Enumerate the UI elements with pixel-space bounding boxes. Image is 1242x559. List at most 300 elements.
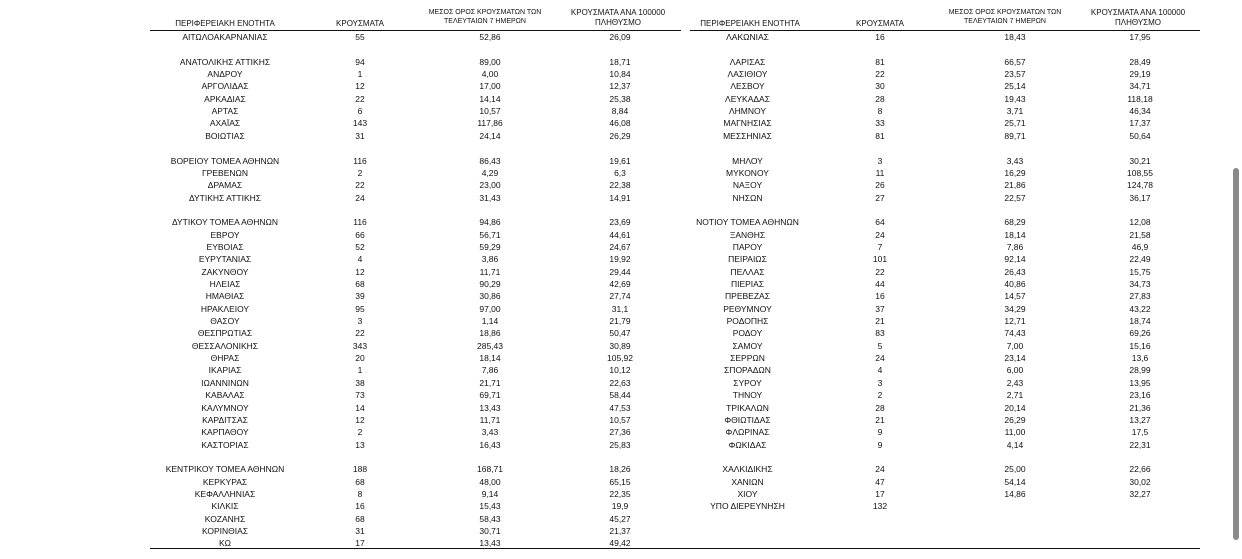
left-cell-per100k: 22,63 [609, 377, 631, 388]
left-cell-per100k: 18,26 [609, 464, 631, 475]
right-cell-region: ΜΑΓΝΗΣΙΑΣ [723, 118, 772, 129]
left-cell-cases: 68 [355, 476, 365, 487]
right-cell-per100k: 46,34 [1129, 106, 1151, 117]
left-cell-cases: 13 [355, 439, 365, 450]
left-cell-cases: 116 [353, 155, 367, 166]
left-cell-avg7: 3,43 [481, 427, 499, 438]
right-cell-region: ΝΟΤΙΟΥ ΤΟΜΕΑ ΑΘΗΝΩΝ [696, 217, 799, 228]
right-cell-avg7: 14,57 [1004, 291, 1026, 302]
right-cell-cases: 16 [875, 32, 885, 42]
left-cell-avg7: 89,00 [479, 56, 501, 67]
right-cell-avg7: 34,29 [1004, 303, 1026, 314]
right-cell-per100k: 13,95 [1129, 377, 1151, 388]
left-cell-region: ΕΥΡΥΤΑΝΙΑΣ [198, 254, 252, 265]
right-cell-region: ΣΠΟΡΑΔΩΝ [724, 365, 771, 376]
left-cell-cases: 68 [355, 513, 365, 524]
right-header-avg-line1: ΜΕΣΟΣ ΟΡΟΣ ΚΡΟΥΣΜΑΤΩΝ ΤΩΝ [948, 9, 1062, 16]
left-cell-per100k: 25,38 [609, 93, 631, 104]
left-cell-per100k: 22,35 [609, 488, 631, 499]
right-cell-per100k: 46,9 [1131, 241, 1149, 252]
right-cell-cases: 101 [872, 254, 888, 265]
right-cell-cases: 30 [875, 81, 885, 92]
left-cell-avg7: 11,71 [479, 266, 501, 277]
left-cell-region: ΚΑΛΥΜΝΟΥ [201, 402, 249, 413]
left-cell-avg7: 48,00 [479, 476, 501, 487]
left-cell-region: ΒΟΙΩΤΙΑΣ [205, 130, 245, 141]
right-cell-avg7: 3,71 [1006, 106, 1024, 117]
left-cell-cases: 1 [357, 365, 363, 376]
left-cell-region: ΚΕΡΚΥΡΑΣ [202, 476, 248, 487]
right-cell-avg7: 4,14 [1006, 439, 1024, 450]
left-cell-per100k: 27,74 [609, 291, 631, 302]
left-cell-region: ΗΛΕΙΑΣ [209, 279, 241, 289]
right-cell-cases: 81 [875, 130, 885, 141]
left-cell-cases: 16 [355, 501, 365, 512]
right-cell-region: ΛΑΡΙΣΑΣ [729, 56, 766, 67]
left-cell-per100k: 29,44 [609, 266, 631, 277]
left-cell-per100k: 12,37 [609, 81, 631, 92]
left-cell-avg7: 30,86 [479, 291, 501, 302]
right-cell-cases: 11 [875, 167, 885, 178]
left-cell-region: ΒΟΡΕΙΟΥ ΤΟΜΕΑ ΑΘΗΝΩΝ [170, 155, 280, 166]
right-cell-cases: 47 [875, 476, 885, 487]
left-cell-region: ΚΟΡΙΝΘΙΑΣ [201, 526, 249, 536]
right-cell-per100k: 17,95 [1129, 32, 1151, 42]
left-cell-cases: 22 [355, 328, 365, 339]
right-cell-region: ΣΕΡΡΩΝ [730, 353, 765, 364]
right-header-per100k [1075, 8, 1201, 28]
right-cell-region: ΜΗΛΟΥ [732, 155, 763, 166]
left-cell-per100k: 49,42 [609, 538, 631, 549]
right-cell-per100k: 15,75 [1129, 266, 1151, 277]
right-cell-avg7: 54,14 [1004, 476, 1026, 487]
right-cell-per100k: 32,27 [1129, 488, 1151, 499]
right-cell-cases: 9 [877, 439, 883, 450]
right-cell-per100k: 28,99 [1129, 365, 1151, 376]
left-cell-cases: 2 [357, 427, 363, 438]
left-cell-region: ΚΕΝΤΡΙΚΟΥ ΤΟΜΕΑ ΑΘΗΝΩΝ [165, 464, 285, 475]
left-cell-region: ΘΕΣΣΑΛΟΝΙΚΗΣ [191, 340, 259, 351]
right-cell-region: ΞΑΝΘΗΣ [729, 229, 766, 240]
left-header-per100k-line2: ΠΛΗΘΥΣΜΟ [594, 18, 642, 27]
left-cell-avg7: 52,86 [479, 32, 501, 42]
right-cell-avg7: 14,86 [1004, 488, 1026, 499]
left-cell-cases: 38 [355, 377, 365, 388]
right-cell-avg7: 92,14 [1004, 254, 1026, 265]
left-cell-cases: 55 [355, 32, 365, 42]
right-cell-region: ΡΕΘΥΜΝΟΥ [723, 303, 772, 314]
right-cell-region: ΣΑΜΟΥ [732, 340, 763, 351]
right-cell-avg7: 68,29 [1004, 217, 1026, 228]
left-cell-cases: 20 [355, 353, 365, 364]
left-header-avg-line2: ΤΕΛΕΥΤΑΙΩΝ 7 ΗΜΕΡΩΝ [444, 18, 526, 25]
right-header-per100k-line2: ΠΛΗΘΥΣΜΟ [1114, 18, 1162, 27]
left-cell-per100k: 27,36 [609, 427, 631, 438]
left-cell-region: ΙΩΑΝΝΙΝΩΝ [201, 377, 249, 388]
left-cell-avg7: 97,00 [479, 303, 501, 314]
left-cell-per100k: 25,83 [609, 439, 631, 450]
right-cell-avg7: 22,57 [1004, 192, 1026, 203]
left-cell-region: ΗΜΑΘΙΑΣ [205, 291, 245, 302]
left-cell-per100k: 19,9 [611, 501, 629, 512]
right-cell-region: ΛΑΚΩΝΙΑΣ [726, 32, 769, 42]
right-cell-per100k: 18,74 [1129, 316, 1151, 327]
left-cell-per100k: 105,92 [607, 353, 633, 364]
right-cell-per100k: 21,58 [1129, 229, 1151, 240]
left-cell-cases: 22 [355, 93, 365, 104]
right-cell-per100k: 36,17 [1129, 192, 1151, 203]
left-cell-per100k: 8,84 [611, 106, 629, 117]
right-cell-avg7: 25,14 [1004, 81, 1026, 92]
left-cell-avg7: 10,57 [479, 106, 501, 117]
left-cell-avg7: 69,71 [479, 390, 501, 401]
right-cell-cases: 16 [875, 291, 885, 302]
right-cell-avg7: 11,00 [1004, 427, 1026, 438]
left-cell-avg7: 16,43 [479, 439, 501, 450]
right-cell-region: ΤΡΙΚΑΛΩΝ [726, 402, 769, 413]
right-cell-per100k: 21,36 [1129, 402, 1151, 413]
right-cell-avg7: 7,00 [1006, 340, 1024, 351]
left-cell-per100k: 19,61 [609, 155, 631, 166]
left-cell-cases: 73 [355, 390, 365, 401]
left-cell-avg7: 21,71 [479, 377, 501, 388]
right-cell-avg7: 16,29 [1004, 167, 1026, 178]
right-cell-per100k: 28,49 [1129, 56, 1151, 67]
right-cell-cases: 28 [875, 93, 885, 104]
left-cell-region: ΗΡΑΚΛΕΙΟΥ [200, 303, 250, 314]
left-cell-per100k: 58,44 [609, 390, 631, 401]
right-cell-cases: 132 [872, 501, 888, 512]
right-cell-region: ΛΑΣΙΘΙΟΥ [727, 69, 768, 80]
right-cell-per100k: 30,21 [1129, 155, 1151, 166]
right-header-avg-line2: ΤΕΛΕΥΤΑΙΩΝ 7 ΗΜΕΡΩΝ [964, 18, 1046, 25]
left-cell-region: ΚΙΛΚΙΣ [211, 501, 239, 512]
right-cell-per100k: 108,55 [1127, 167, 1153, 178]
left-cell-avg7: 17,00 [479, 81, 501, 92]
right-header-cases: ΚΡΟΥΣΜΑΤΑ [856, 19, 904, 28]
right-cell-region: ΣΥΡΟΥ [733, 377, 762, 388]
left-cell-per100k: 10,12 [609, 365, 631, 376]
left-cell-avg7: 86,43 [479, 155, 501, 166]
right-cell-avg7: 7,86 [1006, 241, 1024, 252]
left-cell-avg7: 94,86 [479, 217, 501, 228]
left-cell-cases: 66 [355, 229, 365, 240]
right-cell-per100k: 13,6 [1131, 353, 1149, 364]
right-cell-region: ΜΥΚΟΝΟΥ [726, 167, 769, 178]
left-cell-cases: 1 [357, 69, 363, 80]
right-cell-avg7: 20,14 [1004, 402, 1026, 413]
right-cell-region: ΛΕΥΚΑΔΑΣ [725, 93, 770, 104]
right-cell-avg7: 89,71 [1004, 130, 1026, 141]
left-cell-avg7: 9,14 [481, 488, 499, 499]
right-cell-cases: 24 [875, 464, 885, 475]
right-cell-cases: 7 [877, 241, 883, 252]
right-cell-per100k: 22,49 [1129, 254, 1151, 265]
right-cell-region: ΧΑΝΙΩΝ [731, 476, 764, 487]
left-cell-cases: 6 [357, 106, 363, 117]
left-cell-region: ΑΡΓΟΛΙΔΑΣ [201, 81, 249, 92]
left-cell-avg7: 56,71 [479, 229, 501, 240]
left-cell-avg7: 285,43 [477, 340, 503, 351]
left-cell-region: ΕΒΡΟΥ [210, 229, 240, 240]
right-cell-per100k: 69,26 [1129, 328, 1151, 339]
left-cell-cases: 343 [352, 340, 368, 351]
left-cell-avg7: 168,71 [477, 464, 503, 475]
left-cell-per100k: 42,69 [609, 279, 631, 289]
left-cell-region: ΑΝΑΤΟΛΙΚΗΣ ΑΤΤΙΚΗΣ [179, 56, 271, 67]
right-cell-cases: 3 [877, 155, 883, 166]
left-cell-cases: 188 [352, 464, 368, 475]
left-cell-avg7: 15,43 [479, 501, 501, 512]
right-cell-cases: 37 [875, 303, 885, 314]
right-cell-per100k: 34,71 [1129, 81, 1151, 92]
left-cell-avg7: 23,00 [479, 180, 501, 191]
right-cell-per100k: 17,5 [1131, 427, 1149, 438]
right-cell-region: ΤΗΝΟΥ [732, 390, 763, 401]
right-cell-avg7: 2,43 [1006, 377, 1024, 388]
left-cell-cases: 12 [355, 81, 365, 92]
right-cell-region: ΠΕΙΡΑΙΩΣ [728, 254, 767, 265]
left-cell-region: ΑΝΔΡΟΥ [207, 69, 243, 80]
left-cell-cases: 68 [355, 279, 365, 289]
left-header-per100k [555, 8, 681, 28]
right-cell-avg7: 18,43 [1004, 32, 1026, 42]
left-cell-region: ΚΑΒΑΛΑΣ [205, 390, 245, 401]
left-cell-region: ΚΕΦΑΛΛΗΝΙΑΣ [194, 488, 256, 499]
left-cell-per100k: 21,79 [609, 316, 631, 327]
left-cell-cases: 4 [357, 254, 363, 265]
left-header-cases: ΚΡΟΥΣΜΑΤΑ [336, 19, 384, 28]
right-cell-per100k: 43,22 [1129, 303, 1151, 314]
left-cell-region: ΘΗΡΑΣ [210, 353, 240, 364]
right-cell-cases: 33 [875, 118, 885, 129]
left-cell-per100k: 26,29 [609, 130, 631, 141]
left-cell-region: ΔΡΑΜΑΣ [207, 180, 243, 191]
left-cell-avg7: 59,29 [479, 241, 501, 252]
left-cell-avg7: 18,14 [479, 353, 501, 364]
left-cell-cases: 14 [355, 402, 365, 413]
right-cell-cases: 28 [875, 402, 885, 413]
left-cell-per100k: 46,08 [609, 118, 631, 129]
left-cell-region: ΓΡΕΒΕΝΩΝ [202, 167, 248, 178]
left-cell-per100k: 50,47 [609, 328, 631, 339]
left-cell-region: ΚΑΣΤΟΡΙΑΣ [201, 439, 249, 450]
left-cell-per100k: 23,69 [609, 217, 631, 228]
left-cell-avg7: 30,71 [479, 526, 501, 536]
left-cell-cases: 12 [355, 266, 365, 277]
left-cell-avg7: 18,86 [479, 328, 501, 339]
left-cell-avg7: 14,14 [479, 93, 501, 104]
right-cell-per100k: 34,73 [1129, 279, 1151, 289]
left-cell-avg7: 1,14 [481, 316, 499, 327]
left-cell-region: ΑΙΤΩΛΟΑΚΑΡΝΑΝΙΑΣ [182, 32, 268, 42]
left-cell-per100k: 19,92 [609, 254, 631, 265]
left-cell-region: ΚΑΡΠΑΘΟΥ [201, 427, 249, 438]
right-cell-region: ΦΛΩΡΙΝΑΣ [725, 427, 770, 438]
right-cell-per100k: 27,83 [1129, 291, 1151, 302]
right-cell-per100k: 12,08 [1129, 217, 1151, 228]
right-cell-cases: 2 [877, 390, 883, 401]
left-cell-per100k: 44,61 [609, 229, 631, 240]
left-cell-region: ΔΥΤΙΚΗΣ ΑΤΤΙΚΗΣ [188, 192, 262, 203]
right-cell-cases: 24 [875, 353, 885, 364]
right-cell-per100k: 29,19 [1129, 69, 1151, 80]
left-cell-cases: 31 [355, 526, 365, 536]
right-cell-per100k: 17,37 [1129, 118, 1151, 129]
right-cell-region: ΜΕΣΣΗΝΙΑΣ [723, 130, 772, 141]
left-cell-cases: 94 [355, 56, 365, 67]
right-cell-region: ΝΑΞΟΥ [732, 180, 763, 191]
left-cell-cases: 116 [353, 217, 367, 228]
right-cell-region: ΝΗΣΩΝ [732, 192, 763, 203]
left-cell-per100k: 18,71 [609, 56, 631, 67]
right-cell-region: ΛΗΜΝΟΥ [728, 106, 767, 117]
left-cell-cases: 8 [357, 488, 363, 499]
right-cell-avg7: 21,86 [1004, 180, 1026, 191]
right-cell-region: ΠΕΛΛΑΣ [730, 266, 765, 277]
left-header-avg [410, 8, 560, 26]
right-cell-region: ΛΕΣΒΟΥ [730, 81, 765, 92]
right-cell-cases: 9 [877, 427, 883, 438]
right-cell-cases: 81 [875, 56, 885, 67]
right-cell-region: ΧΙΟΥ [737, 488, 758, 499]
right-cell-region: ΠΑΡΟΥ [732, 241, 763, 252]
left-cell-per100k: 30,89 [609, 340, 631, 351]
left-cell-avg7: 117,86 [477, 118, 503, 129]
left-cell-cases: 17 [355, 538, 365, 549]
left-cell-per100k: 65,15 [609, 476, 631, 487]
left-cell-region: ΚΩ [218, 538, 232, 549]
right-cell-avg7: 25,71 [1004, 118, 1026, 129]
left-cell-cases: 143 [352, 118, 368, 129]
right-cell-per100k: 22,31 [1129, 439, 1151, 450]
left-cell-cases: 24 [355, 192, 365, 203]
right-cell-region: ΠΡΕΒΕΖΑΣ [725, 291, 770, 302]
right-cell-avg7: 74,43 [1004, 328, 1026, 339]
right-cell-avg7: 40,86 [1004, 279, 1026, 289]
left-cell-cases: 2 [357, 167, 363, 178]
right-cell-avg7: 23,14 [1004, 353, 1026, 364]
left-header-avg-line1: ΜΕΣΟΣ ΟΡΟΣ ΚΡΟΥΣΜΑΤΩΝ ΤΩΝ [428, 9, 542, 16]
left-cell-per100k: 26,09 [609, 32, 631, 42]
left-cell-avg7: 31,43 [479, 192, 501, 203]
left-cell-cases: 22 [355, 180, 365, 191]
left-cell-avg7: 7,86 [481, 365, 499, 376]
left-cell-region: ΑΧΑΪΑΣ [209, 118, 241, 129]
right-cell-avg7: 19,43 [1004, 93, 1026, 104]
right-cell-avg7: 26,43 [1004, 266, 1026, 277]
right-cell-cases: 22 [875, 266, 885, 277]
right-cell-per100k: 15,16 [1129, 340, 1151, 351]
left-cell-per100k: 31,1 [611, 303, 629, 314]
right-cell-cases: 26 [875, 180, 885, 191]
left-cell-cases: 52 [355, 241, 365, 252]
left-cell-region: ΚΟΖΑΝΗΣ [204, 513, 246, 524]
right-cell-region: ΡΟΔΟΠΗΣ [726, 316, 769, 327]
left-header-per100k-line1: ΚΡΟΥΣΜΑΤΑ ΑΝΑ 100000 [570, 8, 666, 17]
left-cell-region: ΕΥΒΟΙΑΣ [206, 241, 244, 252]
right-header-per100k-line1: ΚΡΟΥΣΜΑΤΑ ΑΝΑ 100000 [1090, 8, 1186, 17]
left-cell-per100k: 45,27 [609, 513, 631, 524]
right-cell-avg7: 3,43 [1006, 155, 1024, 166]
right-cell-region: ΦΘΙΩΤΙΔΑΣ [724, 414, 771, 425]
right-cell-cases: 22 [875, 69, 885, 80]
right-cell-cases: 8 [877, 106, 883, 117]
left-cell-cases: 31 [355, 130, 365, 141]
left-cell-region: ΑΡΤΑΣ [211, 106, 239, 117]
right-cell-avg7: 23,57 [1004, 69, 1026, 80]
left-cell-per100k: 14,91 [609, 192, 631, 203]
left-cell-per100k: 22,38 [609, 180, 631, 191]
left-cell-cases: 95 [355, 303, 365, 314]
left-cell-avg7: 90,29 [479, 279, 501, 289]
right-cell-cases: 21 [875, 316, 885, 327]
right-cell-avg7: 26,29 [1004, 414, 1026, 425]
left-cell-region: ΙΚΑΡΙΑΣ [208, 365, 242, 376]
left-cell-region: ΘΕΣΠΡΩΤΙΑΣ [197, 328, 253, 339]
right-cell-avg7: 18,14 [1004, 229, 1026, 240]
right-cell-per100k: 22,66 [1129, 464, 1151, 475]
left-cell-per100k: 6,3 [614, 167, 626, 178]
left-cell-avg7: 58,43 [479, 513, 501, 524]
right-cell-per100k: 13,27 [1129, 414, 1151, 425]
right-cell-cases: 4 [877, 365, 883, 376]
left-cell-region: ΘΑΣΟΥ [210, 316, 240, 327]
right-cell-cases: 5 [877, 340, 883, 351]
right-cell-cases: 44 [875, 279, 885, 289]
left-cell-avg7: 11,71 [479, 414, 501, 425]
left-cell-avg7: 4,00 [481, 69, 499, 80]
left-cell-per100k: 24,67 [609, 241, 631, 252]
right-cell-per100k: 23,16 [1129, 390, 1151, 401]
right-cell-per100k: 124,78 [1127, 180, 1153, 191]
right-cell-region: ΡΟΔΟΥ [732, 328, 763, 339]
right-cell-cases: 17 [875, 488, 885, 499]
left-cell-region: ΑΡΚΑΔΙΑΣ [204, 93, 246, 104]
left-cell-cases: 39 [355, 291, 365, 302]
left-cell-cases: 12 [355, 414, 365, 425]
right-header-region: ΠΕΡΙΦΕΡΕΙΑΚΗ ΕΝΟΤΗΤΑ [700, 19, 800, 28]
left-cell-avg7: 13,43 [479, 402, 501, 413]
left-cell-avg7: 3,86 [481, 254, 499, 265]
right-cell-cases: 21 [875, 414, 885, 425]
right-cell-cases: 83 [875, 328, 885, 339]
right-cell-region: ΧΑΛΚΙΔΙΚΗΣ [722, 464, 773, 475]
right-cell-per100k: 30,02 [1129, 476, 1151, 487]
left-cell-per100k: 47,53 [609, 402, 631, 413]
right-cell-per100k: 50,64 [1129, 130, 1151, 141]
right-cell-avg7: 6,00 [1006, 365, 1024, 376]
right-cell-region: ΥΠΟ ΔΙΕΡΕΥΝΗΣΗ [710, 501, 785, 512]
right-cell-cases: 3 [877, 377, 883, 388]
left-cell-avg7: 4,29 [481, 167, 499, 178]
right-cell-per100k: 118,18 [1127, 93, 1153, 104]
vertical-scrollbar[interactable] [1233, 168, 1239, 540]
left-header-region: ΠΕΡΙΦΕΡΕΙΑΚΗ ΕΝΟΤΗΤΑ [175, 19, 275, 28]
right-cell-cases: 27 [875, 192, 885, 203]
left-cell-per100k: 10,57 [609, 414, 631, 425]
right-header-avg [940, 8, 1070, 26]
left-cell-region: ΚΑΡΔΙΤΣΑΣ [202, 414, 248, 425]
left-cell-cases: 3 [357, 316, 363, 327]
left-cell-region: ΖΑΚΥΝΘΟΥ [201, 266, 249, 277]
right-cell-region: ΠΙΕΡΙΑΣ [730, 279, 765, 289]
right-cell-cases: 24 [875, 229, 885, 240]
right-cell-cases: 64 [875, 217, 885, 228]
right-cell-avg7: 25,00 [1004, 464, 1026, 475]
left-cell-avg7: 13,43 [479, 538, 501, 549]
left-cell-region: ΔΥΤΙΚΟΥ ΤΟΜΕΑ ΑΘΗΝΩΝ [171, 217, 279, 228]
